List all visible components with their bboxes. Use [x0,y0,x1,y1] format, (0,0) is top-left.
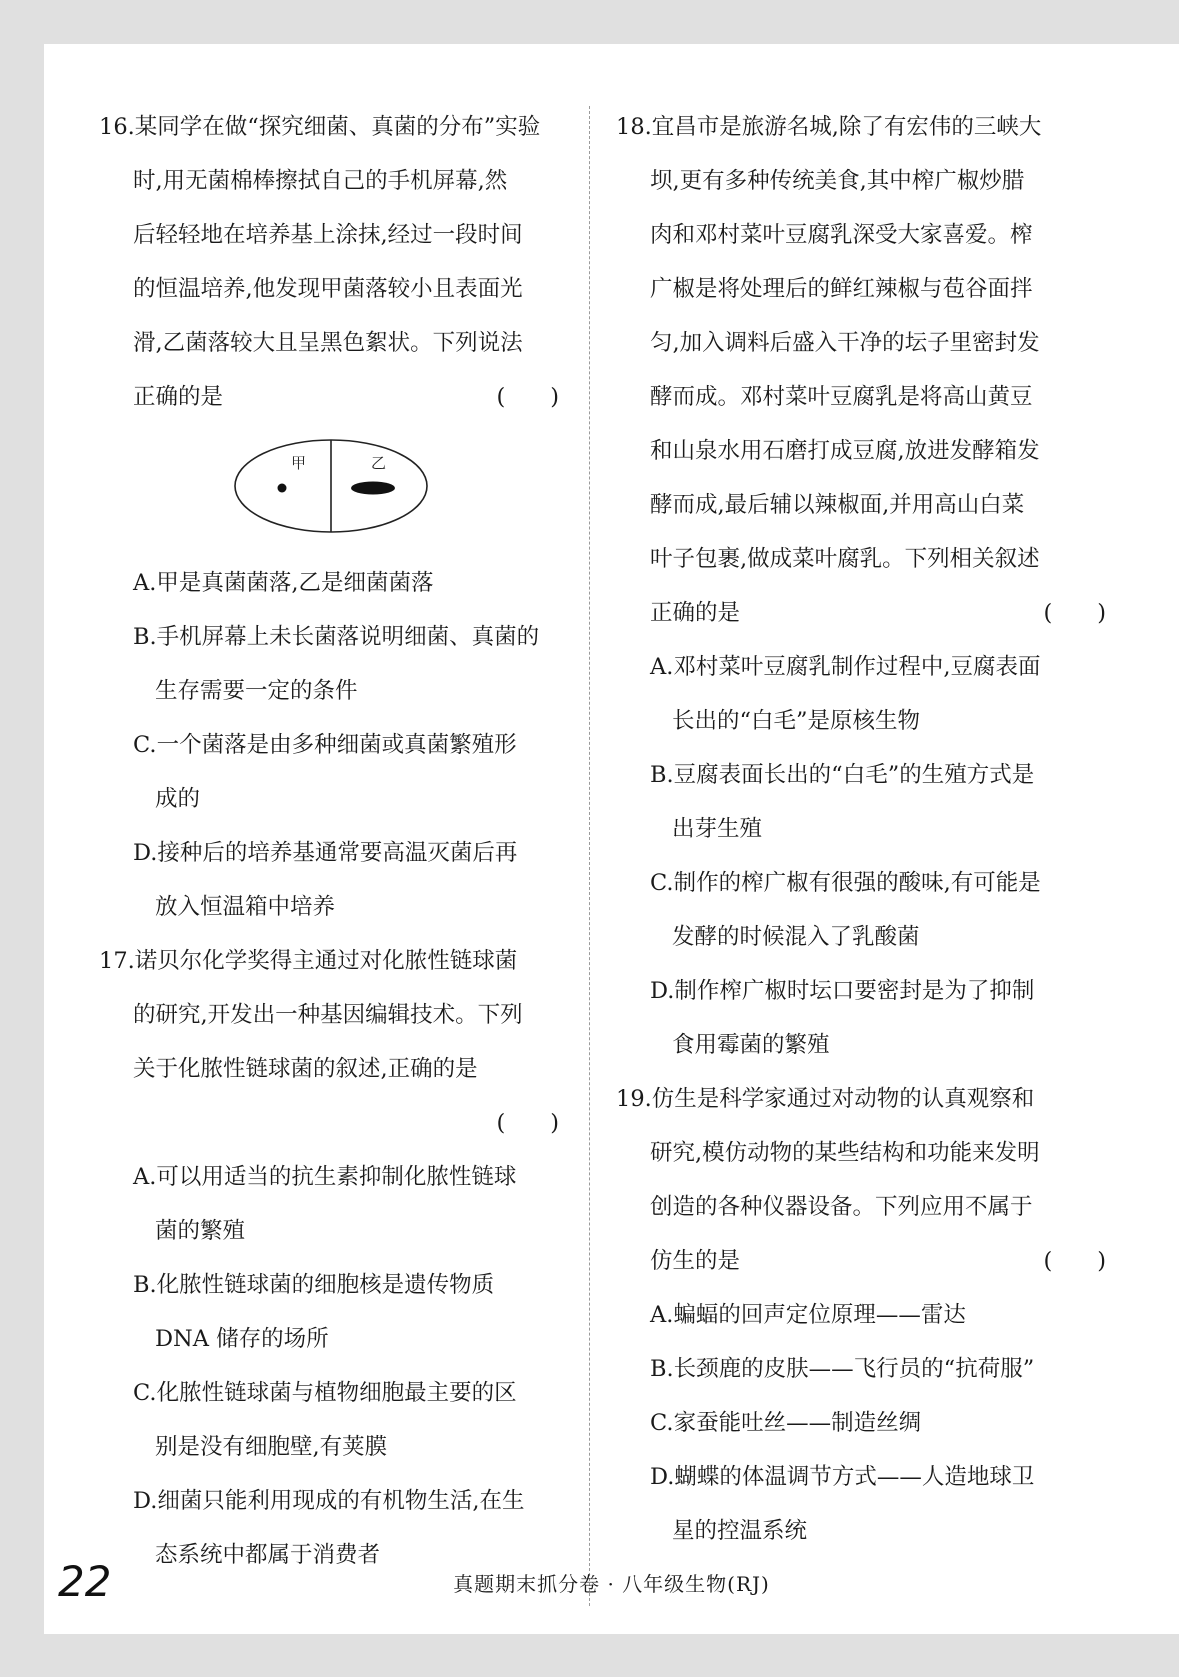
colony-yi [351,482,395,495]
q17-option-a: A.可以用适当的抗生素抑制化脓性链球 [133,1164,517,1190]
q18-stem-line: 酵而成,最后辅以辣椒面,并用高山白菜 [650,492,1025,518]
q18-stem-line: 叶子包裹,做成菜叶腐乳。下列相关叙述 [650,546,1040,572]
q18-answer-blank: ( ) [1043,600,1106,626]
q18-stem-line: 广椒是将处理后的鲜红辣椒与苞谷面拌 [650,276,1033,302]
question-18 [616,100,1106,1072]
question-16 [99,100,559,934]
q16-stem-text: 正确的是 [133,384,224,410]
q16-option-d-cont: 放入恒温箱中培养 [155,894,336,920]
q17-option-c-cont: 别是没有细胞壁,有荚膜 [155,1434,388,1460]
q19-option-a: A.蝙蝠的回声定位原理——雷达 [650,1302,966,1328]
q16-option-d: D.接种后的培养基通常要高温灭菌后再 [133,840,518,866]
q18-stem-line: 18.宜昌市是旅游名城,除了有宏伟的三峡大 [616,114,1042,140]
q17-answer-blank: ( ) [496,1110,559,1136]
q16-stem-last-line [99,370,559,424]
q18-option-c: C.制作的榨广椒有很强的酸味,有可能是 [650,870,1041,896]
petri-dish-figure [99,424,559,556]
q18-option-d-cont: 食用霉菌的繁殖 [672,1032,830,1058]
q19-option-b: B.长颈鹿的皮肤——飞行员的“抗荷服” [650,1356,1035,1382]
q19-answer-blank: ( ) [1043,1248,1106,1274]
column-divider [589,106,590,1606]
q16-option-b-cont: 生存需要一定的条件 [155,678,358,704]
q19-stem-line: 研究,模仿动物的某些结构和功能来发明 [650,1140,1040,1166]
q19-option-d: D.蝴蝶的体温调节方式——人造地球卫 [650,1464,1035,1490]
question-17 [99,934,559,1582]
q17-option-b: B.化脓性链球菌的细胞核是遗传物质 [133,1272,495,1298]
q18-stem-line: 匀,加入调料后盛入干净的坛子里密封发 [650,330,1040,356]
q17-option-d-cont: 态系统中都属于消费者 [155,1542,381,1568]
q16-option-b: B.手机屏幕上未长菌落说明细菌、真菌的 [133,624,540,650]
q17-stem-line: 17.诺贝尔化学奖得主通过对化脓性链球菌 [99,948,518,974]
q16-answer-blank: ( ) [496,384,559,410]
petri-dish-diagram [231,434,431,538]
q16-stem-line: 的恒温培养,他发现甲菌落较小且表面光 [133,276,523,302]
q17-option-c: C.化脓性链球菌与植物细胞最主要的区 [133,1380,517,1406]
q18-option-a-cont: 长出的“白毛”是原核生物 [672,708,921,734]
left-column [99,100,559,1582]
q17-option-b-cont: DNA 储存的场所 [155,1326,329,1352]
footer-title: 真题期末抓分卷 · 八年级生物(RJ) [453,1572,770,1596]
right-column [616,100,1106,1558]
q16-stem-line: 滑,乙菌落较大且呈黑色絮状。下列说法 [133,330,523,356]
q17-stem-line: 的研究,开发出一种基因编辑技术。下列 [133,1002,523,1028]
q17-option-a-cont: 菌的繁殖 [155,1218,246,1244]
q16-option-c-cont: 成的 [155,786,201,812]
q16-stem-line: 16.某同学在做“探究细菌、真菌的分布”实验 [99,114,541,140]
q18-stem-line: 和山泉水用石磨打成豆腐,放进发酵箱发 [650,438,1040,464]
q16-stem-line: 时,用无菌棉棒擦拭自己的手机屏幕,然 [133,168,508,194]
exam-page [44,44,1179,1634]
q19-stem-last-line [616,1234,1106,1288]
q18-stem-line: 坝,更有多种传统美食,其中榨广椒炒腊 [650,168,1025,194]
question-19 [616,1072,1106,1558]
q18-stem-text: 正确的是 [650,600,741,626]
q19-option-d-cont: 星的控温系统 [672,1518,808,1544]
q16-stem-line: 后轻轻地在培养基上涂抹,经过一段时间 [133,222,523,248]
q19-option-c: C.家蚕能吐丝——制造丝绸 [650,1410,922,1436]
q16-option-c: C.一个菌落是由多种细菌或真菌繁殖形 [133,732,517,758]
q19-stem-line: 创造的各种仪器设备。下列应用不属于 [650,1194,1033,1220]
q18-option-b-cont: 出芽生殖 [672,816,763,842]
q18-stem-last-line [616,586,1106,640]
q17-option-d: D.细菌只能利用现成的有机物生活,在生 [133,1488,525,1514]
label-jia: 甲 [291,454,307,472]
q17-stem-line: 关于化脓性链球菌的叙述,正确的是 [133,1056,478,1082]
colony-jia [278,484,287,493]
page-number: 22 [58,1557,112,1606]
q18-stem-line: 肉和邓村菜叶豆腐乳深受大家喜爱。榨 [650,222,1033,248]
q18-option-a: A.邓村菜叶豆腐乳制作过程中,豆腐表面 [650,654,1041,680]
q18-option-b: B.豆腐表面长出的“白毛”的生殖方式是 [650,762,1035,788]
q18-option-d: D.制作榨广椒时坛口要密封是为了抑制 [650,978,1035,1004]
q19-stem-text: 仿生的是 [650,1248,741,1274]
label-yi: 乙 [371,454,387,472]
q19-stem-line: 19.仿生是科学家通过对动物的认真观察和 [616,1086,1035,1112]
q18-stem-line: 酵而成。邓村菜叶豆腐乳是将高山黄豆 [650,384,1033,410]
q18-option-c-cont: 发酵的时候混入了乳酸菌 [672,924,920,950]
q17-answer-line [99,1096,559,1150]
q16-option-a: A.甲是真菌菌落,乙是细菌菌落 [133,570,434,596]
